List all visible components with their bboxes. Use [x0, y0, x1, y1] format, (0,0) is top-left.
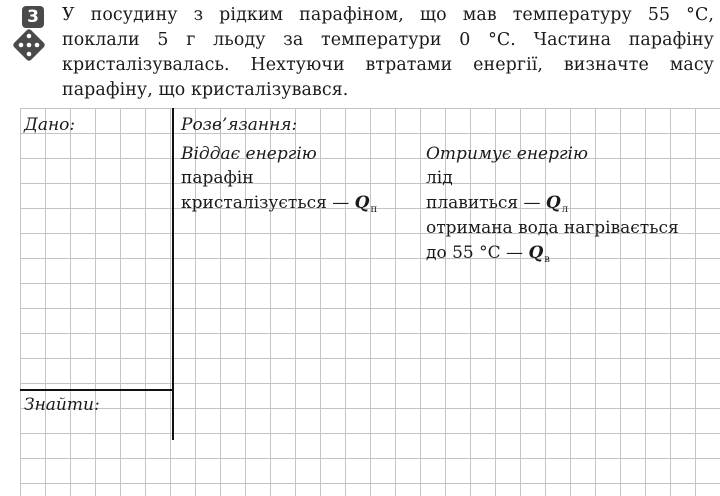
ice-label: лід — [426, 168, 453, 188]
problem-line-4: парафіну, що кристалізувався. — [62, 80, 349, 100]
problem-number-badge: 3 — [22, 6, 44, 28]
ice-melts-line — [426, 193, 568, 220]
given-label: Дано: — [24, 115, 76, 135]
q-ice-subscript: л — [561, 204, 569, 215]
q-water-symbol: Q — [528, 243, 544, 263]
dice-icon — [12, 28, 46, 62]
solution-label: Розв’язання: — [181, 115, 298, 135]
q-ice-symbol: Q — [545, 193, 561, 213]
problem-line-1: У посудину з рідким парафіном, що мав температуру 55 °С, — [62, 5, 714, 25]
melts-text: плавиться — — [426, 193, 541, 213]
problem-line-3: кристалізувалась. Нехтуючи втратами енергії, визначте масу — [62, 55, 714, 75]
q-water-subscript: в — [544, 254, 550, 265]
given-find-divider — [20, 389, 174, 391]
paraffin-crystallizes-line — [181, 193, 377, 220]
crystallizes-text: кристалізується — — [181, 193, 350, 213]
gives-energy-header: Віддає енергію — [181, 144, 317, 164]
problem-text — [62, 3, 714, 103]
receives-energy-header: Отримує енергію — [426, 144, 588, 164]
paraffin-label: парафін — [181, 168, 254, 188]
water-to-55-line — [426, 243, 550, 270]
water-heats-line: отримана вода нагрівається — [426, 218, 679, 238]
find-label: Знайти: — [24, 395, 100, 415]
q-paraffin-symbol: Q — [354, 193, 370, 213]
q-paraffin-subscript: п — [370, 204, 378, 215]
problem-line-2: поклали 5 г льоду за температури 0 °С. Частина парафіну — [62, 30, 714, 50]
to-55-text: до 55 °С — — [426, 243, 524, 263]
graph-paper-grid — [20, 108, 720, 496]
